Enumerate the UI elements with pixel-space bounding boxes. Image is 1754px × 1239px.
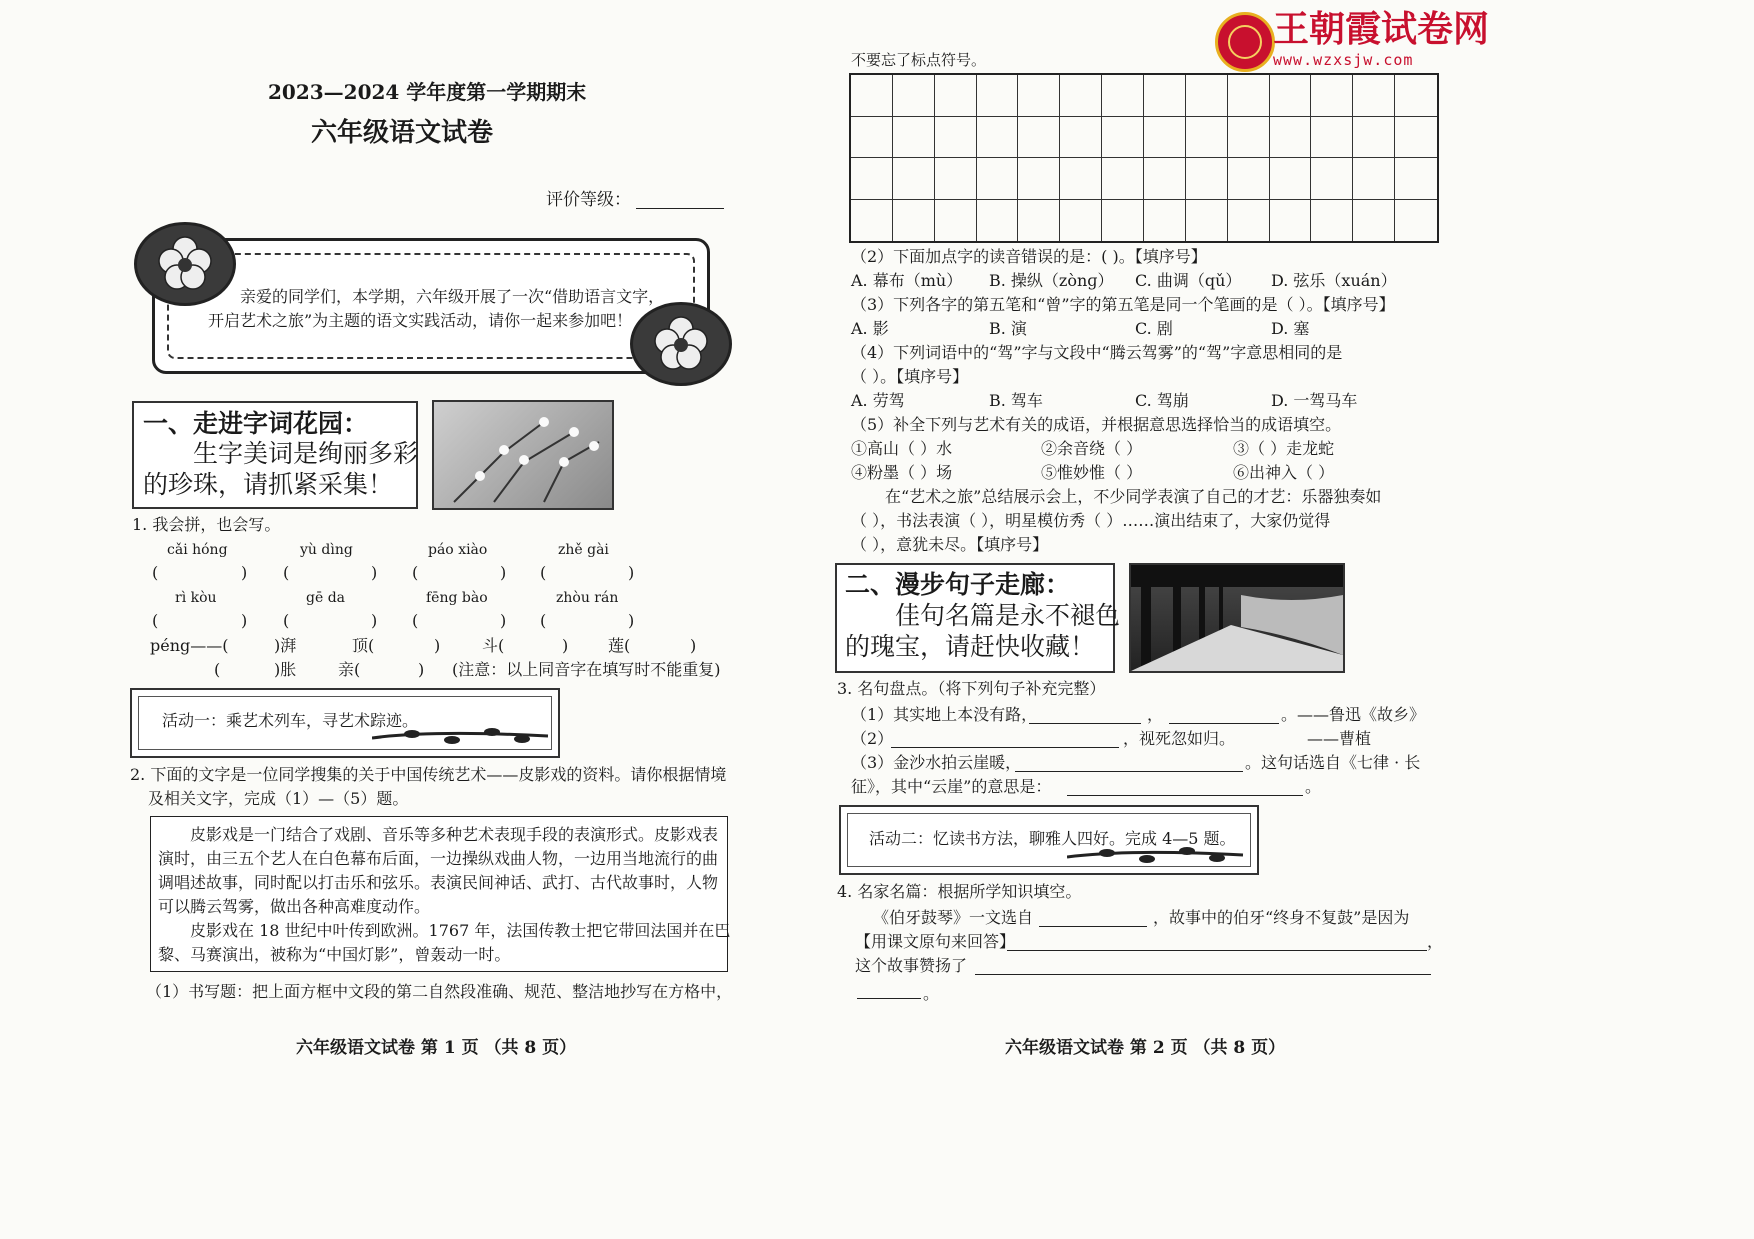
section1-subtitle-line1: 生字美词是绚丽多彩: [193, 439, 419, 468]
exam-title: 六年级语文试卷: [311, 118, 494, 148]
grid-cell[interactable]: [851, 75, 893, 117]
grid-cell[interactable]: [1018, 158, 1060, 200]
homophone-item: ): [562, 636, 569, 655]
grid-cell[interactable]: [935, 158, 977, 200]
grid-cell[interactable]: [1311, 75, 1353, 117]
passage-line: 可以腾云驾雾，做出各种高难度动作。: [158, 897, 431, 916]
answer-blank-open[interactable]: (: [540, 563, 547, 582]
grid-cell[interactable]: [1311, 117, 1353, 159]
grid-cell[interactable]: [1395, 117, 1437, 159]
grid-cell[interactable]: [1270, 158, 1312, 200]
grid-cell[interactable]: [1353, 200, 1395, 242]
pinyin: rì kòu: [175, 590, 217, 606]
answer-blank-open[interactable]: (: [283, 563, 290, 582]
grid-cell[interactable]: [893, 75, 935, 117]
pinyin: zhòu rán: [556, 590, 619, 606]
answer-blank-open[interactable]: (: [412, 563, 419, 582]
grid-cell[interactable]: [1018, 117, 1060, 159]
page-2: [837, 0, 1754, 1239]
idiom-item[interactable]: ⑤惟妙惟（ ）: [1041, 463, 1143, 482]
q3-3-source: 。这句话选自《七律 · 长: [1245, 753, 1421, 772]
q1-heading: 1. 我会拼，也会写。: [132, 515, 281, 534]
answer-blank-close: ): [500, 611, 507, 630]
idiom-item[interactable]: ②余音绕（ ）: [1041, 439, 1143, 458]
q3-1-mid: ，: [1147, 705, 1164, 724]
q2-5-text: （5）补全下列与艺术有关的成语，并根据意思选择恰当的成语填空。: [851, 415, 1342, 434]
answer-blank-open[interactable]: (: [412, 611, 419, 630]
grid-cell[interactable]: [1186, 200, 1228, 242]
section2-title: 二、漫步句子走廊：: [845, 570, 1071, 599]
grid-cell[interactable]: [1228, 75, 1270, 117]
pinyin: gē da: [306, 590, 346, 606]
grade-label: 评价等级：: [546, 190, 631, 210]
q2-5-paragraph-line3: （ ），意犹未尽。【填序号】: [851, 535, 1049, 554]
logo-seal-icon: [1215, 12, 1275, 72]
grid-cell[interactable]: [1186, 75, 1228, 117]
homophone-item[interactable]: 莲(: [608, 636, 631, 655]
answer-line[interactable]: [1029, 723, 1141, 724]
q2-2-option-c[interactable]: C. 曲调（qǔ）: [1135, 271, 1242, 290]
q2-2-option-b[interactable]: B. 操纵（zònɡ）: [989, 271, 1114, 290]
grid-cell[interactable]: [1018, 75, 1060, 117]
q2-line2: 及相关文字，完成（1）—（5）题。: [148, 789, 409, 808]
q2-4-line2: （ ）。【填序号】: [851, 367, 969, 386]
grid-cell[interactable]: [1060, 158, 1102, 200]
q3-3-prefix: （3）金沙水拍云崖暖，: [851, 753, 1022, 772]
grid-cell[interactable]: [893, 117, 935, 159]
pinyin: fēng bào: [426, 590, 488, 606]
answer-line[interactable]: [891, 747, 1119, 748]
idiom-item[interactable]: ③（ ）走龙蛇: [1233, 439, 1335, 458]
answer-blank-close: ): [371, 563, 378, 582]
grid-cell[interactable]: [1102, 117, 1144, 159]
homophone-item: ): [418, 660, 425, 679]
answer-blank-close: ): [371, 611, 378, 630]
q4-line1-prefix: 《伯牙鼓琴》一文选自: [873, 908, 1034, 927]
q3-2-text: ，视死忽如归。: [1123, 729, 1236, 748]
page-footer: 六年级语文试卷 第 1 页 （共 8 页）: [296, 1038, 577, 1058]
logo-url[interactable]: www.wzxsjw.com: [1273, 51, 1414, 69]
homophone-peng[interactable]: péng——(: [150, 636, 229, 655]
homophone-item: )胀: [274, 660, 297, 679]
pinyin: zhě gài: [558, 542, 609, 558]
grid-cell[interactable]: [1186, 158, 1228, 200]
pinyin: cǎi hóng: [167, 542, 228, 558]
grid-cell[interactable]: [977, 200, 1019, 242]
q2-line1: 2. 下面的文字是一位同学搜集的关于中国传统艺术——皮影戏的资料。请你根据情境: [130, 765, 727, 784]
passage-line: 调唱述故事，同时配以打击乐和弦乐。表演民间神话、武打、古代故事时，人物: [158, 873, 719, 892]
grid-cell[interactable]: [1270, 200, 1312, 242]
q2-2-option-a[interactable]: A. 幕布（mù）: [851, 271, 963, 290]
grid-cell[interactable]: [1353, 75, 1395, 117]
answer-line[interactable]: [975, 974, 1431, 975]
q3-1-source: 。——鲁迅《故乡》: [1281, 705, 1426, 724]
grid-cell[interactable]: [935, 75, 977, 117]
grid-cell[interactable]: [1102, 75, 1144, 117]
idiom-item[interactable]: ⑥出神入（ ）: [1233, 463, 1335, 482]
q2-2-text: （2）下面加点字的读音错误的是：( )。【填序号】: [851, 247, 1207, 266]
grid-cell[interactable]: [893, 200, 935, 242]
flower-icon: [630, 302, 732, 386]
answer-blank-open[interactable]: (: [152, 563, 159, 582]
q2-3-text: （3）下列各字的第五笔和“曾”字的第五笔是同一个笔画的是（ ）。【填序号】: [851, 295, 1395, 314]
q2-4-line1: （4）下列词语中的“驾”字与文段中“腾云驾雾”的“驾”字意思相同的是: [851, 343, 1343, 362]
q3-heading: 3. 名句盘点。（将下列句子补充完整）: [837, 679, 1106, 698]
q2-3-option-d[interactable]: D. 塞: [1271, 319, 1310, 338]
q2-4-option-b[interactable]: B. 驾车: [989, 391, 1043, 410]
q3-2-source: ——曹植: [1307, 729, 1372, 748]
grid-cell[interactable]: [1144, 200, 1186, 242]
homophone-item: ): [690, 636, 697, 655]
answer-line[interactable]: [1007, 950, 1427, 951]
activity1-text: 活动一：乘艺术列车，寻艺术踪迹。: [162, 711, 419, 730]
logo-text: 王朝霞试卷网: [1273, 9, 1490, 50]
answer-blank-close: ): [628, 611, 635, 630]
homophone-item[interactable]: 顶(: [352, 636, 375, 655]
punctuation-note: 不要忘了标点符号。: [851, 51, 987, 69]
intro-text-line1: 亲爱的同学们，本学期，六年级开展了一次“借助语言文字，: [240, 287, 665, 306]
page-footer: 六年级语文试卷 第 2 页 （共 8 页）: [1005, 1038, 1286, 1058]
answer-line[interactable]: [1039, 926, 1147, 927]
grid-cell[interactable]: [1060, 75, 1102, 117]
q3-1-prefix: （1）其实地上本没有路，: [851, 705, 1038, 724]
grid-cell[interactable]: [1144, 158, 1186, 200]
grid-cell[interactable]: [977, 75, 1019, 117]
q4-line2-suffix: ，: [1427, 932, 1444, 951]
grid-cell[interactable]: [1270, 75, 1312, 117]
grid-cell[interactable]: [851, 117, 893, 159]
grid-cell[interactable]: [977, 117, 1019, 159]
grid-cell[interactable]: [1102, 158, 1144, 200]
q2-1-text: （1）书写题：把上面方框中文段的第二自然段准确、规范、整洁地抄写在方格中，: [146, 982, 733, 1001]
idiom-item[interactable]: ④粉墨（ ）场: [851, 463, 953, 482]
grid-cell[interactable]: [1144, 75, 1186, 117]
answer-line[interactable]: [1067, 795, 1303, 796]
answer-blank-close: ): [241, 611, 248, 630]
grid-cell[interactable]: [1353, 117, 1395, 159]
answer-line[interactable]: [1015, 771, 1243, 772]
grid-cell[interactable]: [1311, 158, 1353, 200]
q2-3-option-a[interactable]: A. 影: [851, 319, 889, 338]
answer-blank-open[interactable]: (: [283, 611, 290, 630]
passage-line: 演时，由三五个艺人在白色幕布后面，一边操纵戏曲人物，一边用当地流行的曲: [158, 849, 719, 868]
passage-line: 皮影戏在 18 世纪中叶传到欧洲。1767 年，法国传教士把它带回法国并在巴: [190, 921, 731, 940]
grid-cell[interactable]: [1353, 158, 1395, 200]
section1-subtitle-line2: 的珍珠，请抓紧采集！: [143, 470, 394, 499]
section1-title: 一、走进字词花园：: [143, 409, 369, 438]
passage-line: 皮影戏是一门结合了戏剧、音乐等多种艺术表现手段的表演形式。皮影戏表: [190, 825, 719, 844]
writing-grid[interactable]: [849, 73, 1439, 243]
grid-cell[interactable]: [851, 200, 893, 242]
section2-subtitle-line1: 佳句名篇是永不褪色: [895, 601, 1121, 630]
pinyin: yù dìng: [300, 542, 353, 558]
grid-cell[interactable]: [1228, 117, 1270, 159]
q2-3-option-b[interactable]: B. 演: [989, 319, 1027, 338]
homophone-item[interactable]: 斗(: [482, 636, 505, 655]
q2-2-option-d[interactable]: D. 弦乐（xuán）: [1271, 271, 1397, 290]
intro-text-line2: 开启艺术之旅”为主题的语文实践活动，请你一起来参加吧！: [208, 311, 633, 330]
grid-cell[interactable]: [1060, 117, 1102, 159]
q4-line1-suffix: ，故事中的伯牙“终身不复鼓”是因为: [1153, 908, 1410, 927]
grid-cell[interactable]: [1186, 117, 1228, 159]
q4-heading: 4. 名家名篇：根据所学知识填空。: [837, 882, 1082, 901]
grid-cell[interactable]: [1102, 200, 1144, 242]
q4-line3-prefix: 这个故事赞扬了: [855, 956, 968, 975]
blossom-photo: [432, 400, 614, 510]
section2-subtitle-line2: 的瑰宝，请赶快收藏！: [845, 632, 1096, 661]
passage-line: 黎、马赛演出，被称为“中国灯影”，曾轰动一时。: [158, 945, 511, 964]
grid-cell[interactable]: [1018, 200, 1060, 242]
homophone-item: )湃: [274, 636, 297, 655]
q2-3-option-c[interactable]: C. 剧: [1135, 319, 1173, 338]
grid-cell[interactable]: [893, 158, 935, 200]
answer-blank-close: ): [500, 563, 507, 582]
exam-title-year: 2023—2024 学年度第一学期期末: [268, 80, 587, 104]
activity2-text: 活动二：忆读书方法，聊雅人四好。完成 4—5 题。: [869, 829, 1236, 848]
grid-cell[interactable]: [977, 158, 1019, 200]
q2-4-option-c[interactable]: C. 驾崩: [1135, 391, 1189, 410]
grid-cell[interactable]: [1228, 200, 1270, 242]
idiom-item[interactable]: ①高山（ ）水: [851, 439, 953, 458]
q2-5-paragraph-line1: 在“艺术之旅”总结展示会上，不少同学表演了自己的才艺：乐器独奏如: [885, 487, 1382, 506]
homophone-note: (注意：以上同音字在填写时不能重复): [452, 660, 721, 679]
q3-3-end: 。: [1305, 777, 1322, 796]
q2-4-option-d[interactable]: D. 一驾马车: [1271, 391, 1358, 410]
grid-cell[interactable]: [1144, 117, 1186, 159]
homophone-item[interactable]: 亲(: [338, 660, 361, 679]
q4-line2-prefix: 【用课文原句来回答】: [855, 932, 1016, 951]
flower-icon: [134, 222, 236, 306]
grade-blank[interactable]: [636, 208, 724, 209]
grid-cell[interactable]: [1395, 200, 1437, 242]
grid-cell[interactable]: [935, 117, 977, 159]
answer-blank-close: ): [241, 563, 248, 582]
q4-line4-end: 。: [923, 984, 940, 1003]
grid-cell[interactable]: [851, 158, 893, 200]
homophone-item[interactable]: (: [214, 660, 221, 679]
grid-cell[interactable]: [1270, 117, 1312, 159]
answer-blank-open[interactable]: (: [540, 611, 547, 630]
homophone-item: ): [434, 636, 441, 655]
corridor-photo: [1129, 563, 1345, 673]
answer-blank-close: ): [628, 563, 635, 582]
grid-cell[interactable]: [1395, 158, 1437, 200]
answer-blank-open[interactable]: (: [152, 611, 159, 630]
q3-2-prefix: （2）: [851, 729, 894, 748]
answer-line[interactable]: [1169, 723, 1279, 724]
grid-cell[interactable]: [1311, 200, 1353, 242]
grid-cell[interactable]: [1395, 75, 1437, 117]
grid-cell[interactable]: [935, 200, 977, 242]
grid-cell[interactable]: [1228, 158, 1270, 200]
answer-line[interactable]: [857, 998, 921, 999]
pinyin: páo xiào: [428, 542, 488, 558]
grid-cell[interactable]: [1060, 200, 1102, 242]
q3-3-meaning-label: 征》，其中“云崖”的意思是：: [851, 777, 1052, 796]
q2-5-paragraph-line2: （ ），书法表演（ ），明星模仿秀（ ）……演出结束了，大家仍觉得: [851, 511, 1331, 530]
q2-4-option-a[interactable]: A. 劳驾: [851, 391, 905, 410]
